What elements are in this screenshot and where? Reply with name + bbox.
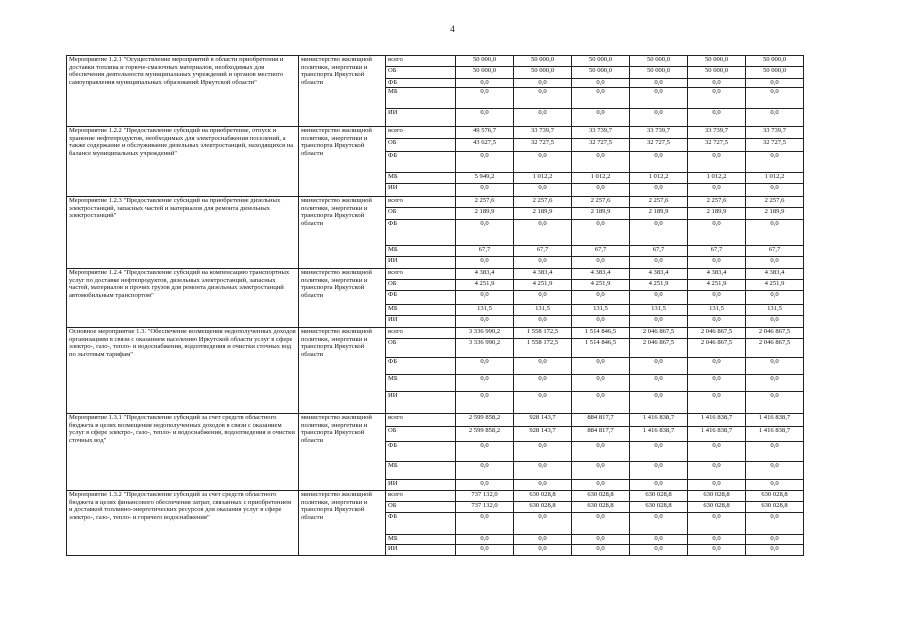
amount-cell: 2 189,9	[688, 208, 746, 220]
funding-source: всего	[386, 491, 456, 502]
amount-cell: 0,0	[630, 392, 688, 414]
amount-cell: 884 817,7	[572, 414, 630, 427]
amount-cell: 1 416 838,7	[688, 427, 746, 442]
amount-cell: 2 046 867,5	[688, 339, 746, 358]
amount-cell: 0,0	[746, 88, 804, 109]
amount-cell: 131,5	[746, 305, 804, 316]
table-row	[67, 269, 804, 280]
amount-cell: 50 000,0	[514, 67, 572, 79]
amount-cell: 0,0	[514, 79, 572, 88]
amount-cell: 0,0	[688, 109, 746, 127]
amount-cell: 0,0	[572, 375, 630, 392]
amount-cell: 4 251,9	[514, 280, 572, 291]
amount-cell: 0,0	[630, 79, 688, 88]
amount-cell: 2 257,6	[630, 197, 688, 208]
amount-cell: 2 046 867,5	[746, 339, 804, 358]
funding-source: МБ	[386, 535, 456, 545]
amount-cell: 2 257,6	[572, 197, 630, 208]
amount-cell: 50 000,0	[456, 67, 514, 79]
amount-cell: 0,0	[456, 535, 514, 545]
amount-cell: 0,0	[688, 375, 746, 392]
table-row	[67, 414, 804, 427]
amount-cell: 0,0	[514, 291, 572, 305]
amount-cell: 4 251,9	[746, 280, 804, 291]
amount-cell: 50 000,0	[746, 56, 804, 67]
table-row	[67, 56, 804, 67]
amount-cell: 0,0	[746, 513, 804, 535]
amount-cell: 2 599 858,2	[456, 414, 514, 427]
amount-cell: 0,0	[572, 220, 630, 246]
amount-cell: 0,0	[456, 442, 514, 462]
amount-cell: 2 046 867,5	[630, 328, 688, 339]
amount-cell: 4 383,4	[514, 269, 572, 280]
amount-cell: 630 028,8	[746, 502, 804, 513]
amount-cell: 32 727,5	[514, 139, 572, 152]
amount-cell: 2 599 858,2	[456, 427, 514, 442]
funding-source: ОБ	[386, 67, 456, 79]
amount-cell: 131,5	[630, 305, 688, 316]
amount-cell: 0,0	[746, 257, 804, 269]
amount-cell: 2 189,9	[514, 208, 572, 220]
funding-source: МБ	[386, 375, 456, 392]
amount-cell: 0,0	[630, 513, 688, 535]
amount-cell: 0,0	[456, 513, 514, 535]
responsible-executor: министерство жилищной политики, энергетики и транспорта Иркутской области	[299, 491, 386, 556]
amount-cell: 1 514 846,5	[572, 328, 630, 339]
amount-cell: 0,0	[746, 535, 804, 545]
measure-name: Мероприятие 1.2.4 "Предоставление субсидий на компенсацию транспортных услуг по доставке нефтепродуктов, дизельных электростанций, запасных частей, материалов и прочих грузов для ремонта дизельных электростанций автомобильным транспортом"	[67, 269, 299, 328]
amount-cell: 33 739,7	[572, 127, 630, 139]
funding-source: ИИ	[386, 316, 456, 328]
amount-cell: 2 046 867,5	[746, 328, 804, 339]
amount-cell: 737 132,0	[456, 491, 514, 502]
amount-cell: 0,0	[746, 375, 804, 392]
amount-cell: 2 257,6	[514, 197, 572, 208]
funding-source: МБ	[386, 173, 456, 184]
amount-cell: 4 383,4	[456, 269, 514, 280]
amount-cell: 3 336 990,2	[456, 339, 514, 358]
amount-cell: 630 028,8	[746, 491, 804, 502]
amount-cell: 33 739,7	[514, 127, 572, 139]
amount-cell: 0,0	[456, 257, 514, 269]
amount-cell: 0,0	[630, 109, 688, 127]
amount-cell: 0,0	[688, 392, 746, 414]
amount-cell: 0,0	[514, 109, 572, 127]
table-row	[67, 197, 804, 208]
amount-cell: 1 416 838,7	[746, 414, 804, 427]
funding-source: ИИ	[386, 109, 456, 127]
amount-cell: 630 028,8	[688, 491, 746, 502]
amount-cell: 0,0	[514, 152, 572, 173]
funding-source: ИИ	[386, 184, 456, 197]
budget-table	[66, 55, 804, 556]
amount-cell: 0,0	[572, 184, 630, 197]
funding-source: всего	[386, 414, 456, 427]
amount-cell: 0,0	[630, 535, 688, 545]
amount-cell: 1 558 172,5	[514, 328, 572, 339]
measure-name: Мероприятие 1.3.1 "Предоставление субсидий за счет средств областного бюджета в целях возмещения недополученных доходов в связи с оказанием услуг в сфере электро-, газо-, тепло- и водоснабжения, водоотведения и очистки сточных вод"	[67, 414, 299, 491]
amount-cell: 50 000,0	[688, 67, 746, 79]
amount-cell: 0,0	[746, 152, 804, 173]
amount-cell: 0,0	[514, 462, 572, 480]
amount-cell: 0,0	[514, 392, 572, 414]
funding-source: ФБ	[386, 513, 456, 535]
amount-cell: 630 028,8	[514, 491, 572, 502]
amount-cell: 67,7	[572, 246, 630, 257]
measure-name: Мероприятие 1.2.1 "Осуществление мероприятий в области приобретения и доставки топлива и горюче-смазочных материалов, необходимых для обеспечения деятельности муниципальных учреждений и органов местного самоуправления муниципальных образований Иркутской области"	[67, 56, 299, 127]
amount-cell: 0,0	[572, 442, 630, 462]
amount-cell: 0,0	[456, 88, 514, 109]
amount-cell: 1 416 838,7	[746, 427, 804, 442]
amount-cell: 2 189,9	[630, 208, 688, 220]
amount-cell: 0,0	[572, 392, 630, 414]
amount-cell: 32 727,5	[746, 139, 804, 152]
amount-cell: 0,0	[514, 375, 572, 392]
funding-source: всего	[386, 269, 456, 280]
amount-cell: 0,0	[746, 442, 804, 462]
amount-cell: 50 000,0	[572, 67, 630, 79]
amount-cell: 4 251,9	[630, 280, 688, 291]
amount-cell: 630 028,8	[688, 502, 746, 513]
amount-cell: 50 000,0	[688, 56, 746, 67]
amount-cell: 43 627,5	[456, 139, 514, 152]
amount-cell: 1 012,2	[746, 173, 804, 184]
funding-source: ФБ	[386, 152, 456, 173]
budget-table-body	[67, 56, 804, 556]
amount-cell: 50 000,0	[572, 56, 630, 67]
amount-cell: 0,0	[630, 220, 688, 246]
amount-cell: 0,0	[514, 480, 572, 491]
responsible-executor: министерство жилищной политики, энергетики и транспорта Иркутской области	[299, 328, 386, 414]
amount-cell: 0,0	[572, 513, 630, 535]
amount-cell: 50 000,0	[630, 67, 688, 79]
amount-cell: 0,0	[746, 184, 804, 197]
amount-cell: 0,0	[630, 291, 688, 305]
amount-cell: 2 257,6	[456, 197, 514, 208]
amount-cell: 33 739,7	[630, 127, 688, 139]
amount-cell: 4 383,4	[688, 269, 746, 280]
measure-name: Мероприятие 1.2.3 "Предоставление субсидий на приобретение дизельных электростанций, запасных частей и материалов для ремонта дизельных электростанций"	[67, 197, 299, 269]
responsible-executor: министерство жилищной политики, энергетики и транспорта Иркутской области	[299, 56, 386, 127]
measure-name: Мероприятие 1.3.2 "Предоставление субсидий за счет средств областного бюджета в целях финансового обеспечения затрат, связанных с приобретением и доставкой топливно-энергетических ресурсов для оказания услуг в сфере электро-, газо-, тепло- и горячего водоснабжения"	[67, 491, 299, 556]
amount-cell: 67,7	[630, 246, 688, 257]
funding-source: ФБ	[386, 220, 456, 246]
amount-cell: 5 949,2	[456, 173, 514, 184]
funding-source: всего	[386, 56, 456, 67]
amount-cell: 0,0	[688, 513, 746, 535]
funding-source: ФБ	[386, 358, 456, 375]
amount-cell: 0,0	[572, 152, 630, 173]
amount-cell: 0,0	[746, 316, 804, 328]
amount-cell: 32 727,5	[572, 139, 630, 152]
amount-cell: 33 739,7	[688, 127, 746, 139]
amount-cell: 0,0	[688, 442, 746, 462]
amount-cell: 0,0	[688, 545, 746, 556]
funding-source: ФБ	[386, 79, 456, 88]
amount-cell: 0,0	[688, 257, 746, 269]
funding-source: МБ	[386, 246, 456, 257]
amount-cell: 4 383,4	[630, 269, 688, 280]
amount-cell: 0,0	[572, 545, 630, 556]
amount-cell: 0,0	[456, 109, 514, 127]
amount-cell: 4 383,4	[572, 269, 630, 280]
amount-cell: 2 257,6	[688, 197, 746, 208]
amount-cell: 630 028,8	[514, 502, 572, 513]
amount-cell: 67,7	[746, 246, 804, 257]
amount-cell: 1 012,2	[572, 173, 630, 184]
amount-cell: 0,0	[746, 291, 804, 305]
amount-cell: 0,0	[456, 375, 514, 392]
funding-source: МБ	[386, 305, 456, 316]
amount-cell: 1 012,2	[630, 173, 688, 184]
funding-source: МБ	[386, 462, 456, 480]
funding-source: ОБ	[386, 208, 456, 220]
amount-cell: 0,0	[456, 152, 514, 173]
amount-cell: 3 336 990,2	[456, 328, 514, 339]
amount-cell: 1 514 846,5	[572, 339, 630, 358]
amount-cell: 0,0	[630, 152, 688, 173]
amount-cell: 0,0	[514, 545, 572, 556]
amount-cell: 0,0	[630, 184, 688, 197]
amount-cell: 0,0	[572, 88, 630, 109]
funding-source: ФБ	[386, 291, 456, 305]
amount-cell: 1 012,2	[514, 173, 572, 184]
amount-cell: 0,0	[688, 535, 746, 545]
amount-cell: 0,0	[630, 442, 688, 462]
amount-cell: 0,0	[572, 462, 630, 480]
amount-cell: 0,0	[746, 462, 804, 480]
amount-cell: 630 028,8	[630, 491, 688, 502]
amount-cell: 2 189,9	[456, 208, 514, 220]
funding-source: ОБ	[386, 502, 456, 513]
amount-cell: 1 012,2	[688, 173, 746, 184]
amount-cell: 0,0	[572, 316, 630, 328]
responsible-executor: министерство жилищной политики, энергетики и транспорта Иркутской области	[299, 269, 386, 328]
amount-cell: 0,0	[746, 220, 804, 246]
table-row	[67, 127, 804, 139]
amount-cell: 0,0	[688, 316, 746, 328]
amount-cell: 2 046 867,5	[630, 339, 688, 358]
amount-cell: 0,0	[514, 358, 572, 375]
amount-cell: 0,0	[456, 358, 514, 375]
amount-cell: 1 416 838,7	[688, 414, 746, 427]
amount-cell: 0,0	[630, 316, 688, 328]
amount-cell: 50 000,0	[456, 56, 514, 67]
amount-cell: 0,0	[572, 291, 630, 305]
amount-cell: 67,7	[514, 246, 572, 257]
measure-name: Основное мероприятие 1.3. "Обеспечение возмещения недополученных доходов организациям в связи с оказанием населению Иркутской области услуг в сфере электро-, газо-, тепло- и водоснабжения, водоотведения и очистки сточных вод по льготным тарифам"	[67, 328, 299, 414]
amount-cell: 0,0	[456, 392, 514, 414]
amount-cell: 0,0	[746, 358, 804, 375]
amount-cell: 928 143,7	[514, 414, 572, 427]
amount-cell: 0,0	[456, 79, 514, 88]
amount-cell: 0,0	[514, 220, 572, 246]
page-number: 4	[450, 24, 455, 34]
responsible-executor: министерство жилищной политики, энергетики и транспорта Иркутской области	[299, 127, 386, 197]
amount-cell: 50 000,0	[514, 56, 572, 67]
amount-cell: 131,5	[688, 305, 746, 316]
amount-cell: 0,0	[630, 545, 688, 556]
responsible-executor: министерство жилищной политики, энергетики и транспорта Иркутской области	[299, 197, 386, 269]
funding-source: ОБ	[386, 339, 456, 358]
amount-cell: 4 251,9	[688, 280, 746, 291]
funding-source: всего	[386, 328, 456, 339]
funding-source: ИИ	[386, 392, 456, 414]
responsible-executor: министерство жилищной политики, энергетики и транспорта Иркутской области	[299, 414, 386, 491]
amount-cell: 0,0	[456, 220, 514, 246]
amount-cell: 0,0	[688, 462, 746, 480]
amount-cell: 0,0	[688, 291, 746, 305]
amount-cell: 32 727,5	[630, 139, 688, 152]
amount-cell: 884 817,7	[572, 427, 630, 442]
amount-cell: 0,0	[688, 152, 746, 173]
amount-cell: 0,0	[630, 257, 688, 269]
amount-cell: 0,0	[688, 79, 746, 88]
amount-cell: 0,0	[630, 358, 688, 375]
amount-cell: 0,0	[572, 358, 630, 375]
amount-cell: 0,0	[688, 184, 746, 197]
amount-cell: 1 416 838,7	[630, 414, 688, 427]
amount-cell: 0,0	[746, 480, 804, 491]
amount-cell: 0,0	[746, 392, 804, 414]
amount-cell: 0,0	[456, 184, 514, 197]
amount-cell: 131,5	[456, 305, 514, 316]
amount-cell: 0,0	[514, 442, 572, 462]
amount-cell: 0,0	[514, 316, 572, 328]
amount-cell: 131,5	[572, 305, 630, 316]
amount-cell: 0,0	[514, 184, 572, 197]
amount-cell: 49 576,7	[456, 127, 514, 139]
amount-cell: 4 251,9	[572, 280, 630, 291]
amount-cell: 0,0	[456, 480, 514, 491]
amount-cell: 0,0	[630, 480, 688, 491]
amount-cell: 0,0	[630, 88, 688, 109]
amount-cell: 4 383,4	[746, 269, 804, 280]
table-row	[67, 328, 804, 339]
amount-cell: 0,0	[514, 257, 572, 269]
amount-cell: 0,0	[688, 358, 746, 375]
amount-cell: 0,0	[514, 513, 572, 535]
funding-source: ИИ	[386, 545, 456, 556]
amount-cell: 0,0	[572, 257, 630, 269]
amount-cell: 0,0	[572, 79, 630, 88]
amount-cell: 0,0	[688, 220, 746, 246]
amount-cell: 0,0	[746, 79, 804, 88]
amount-cell: 50 000,0	[746, 67, 804, 79]
amount-cell: 0,0	[514, 88, 572, 109]
amount-cell: 0,0	[688, 88, 746, 109]
amount-cell: 737 132,0	[456, 502, 514, 513]
funding-source: ОБ	[386, 280, 456, 291]
amount-cell: 0,0	[572, 109, 630, 127]
amount-cell: 0,0	[572, 535, 630, 545]
amount-cell: 0,0	[456, 462, 514, 480]
funding-source: ФБ	[386, 442, 456, 462]
amount-cell: 928 143,7	[514, 427, 572, 442]
amount-cell: 67,7	[456, 246, 514, 257]
measure-name: Мероприятие 1.2.2 "Предоставление субсидий на приобретение, отпуск и хранение нефтепродуктов, необходимых для электроснабжения поселений, а также содержание и обслуживание дизельных электростанций, находящихся на балансе муниципальных учреждений"	[67, 127, 299, 197]
funding-source: ИИ	[386, 257, 456, 269]
amount-cell: 0,0	[456, 545, 514, 556]
amount-cell: 0,0	[746, 545, 804, 556]
amount-cell: 1 416 838,7	[630, 427, 688, 442]
amount-cell: 67,7	[688, 246, 746, 257]
amount-cell: 0,0	[456, 316, 514, 328]
amount-cell: 50 000,0	[630, 56, 688, 67]
funding-source: ОБ	[386, 427, 456, 442]
amount-cell: 2 189,9	[572, 208, 630, 220]
amount-cell: 0,0	[572, 480, 630, 491]
funding-source: ОБ	[386, 139, 456, 152]
amount-cell: 630 028,8	[630, 502, 688, 513]
table-row	[67, 491, 804, 502]
amount-cell: 0,0	[630, 375, 688, 392]
funding-source: ИИ	[386, 480, 456, 491]
amount-cell: 1 558 172,5	[514, 339, 572, 358]
amount-cell: 0,0	[456, 291, 514, 305]
amount-cell: 4 251,9	[456, 280, 514, 291]
amount-cell: 2 257,6	[746, 197, 804, 208]
funding-source: МБ	[386, 88, 456, 109]
amount-cell: 0,0	[514, 535, 572, 545]
amount-cell: 630 028,8	[572, 491, 630, 502]
amount-cell: 0,0	[688, 480, 746, 491]
amount-cell: 131,5	[514, 305, 572, 316]
amount-cell: 0,0	[746, 109, 804, 127]
amount-cell: 2 189,9	[746, 208, 804, 220]
amount-cell: 33 739,7	[746, 127, 804, 139]
amount-cell: 2 046 867,5	[688, 328, 746, 339]
funding-source: всего	[386, 197, 456, 208]
amount-cell: 32 727,5	[688, 139, 746, 152]
funding-source: всего	[386, 127, 456, 139]
amount-cell: 630 028,8	[572, 502, 630, 513]
amount-cell: 0,0	[630, 462, 688, 480]
